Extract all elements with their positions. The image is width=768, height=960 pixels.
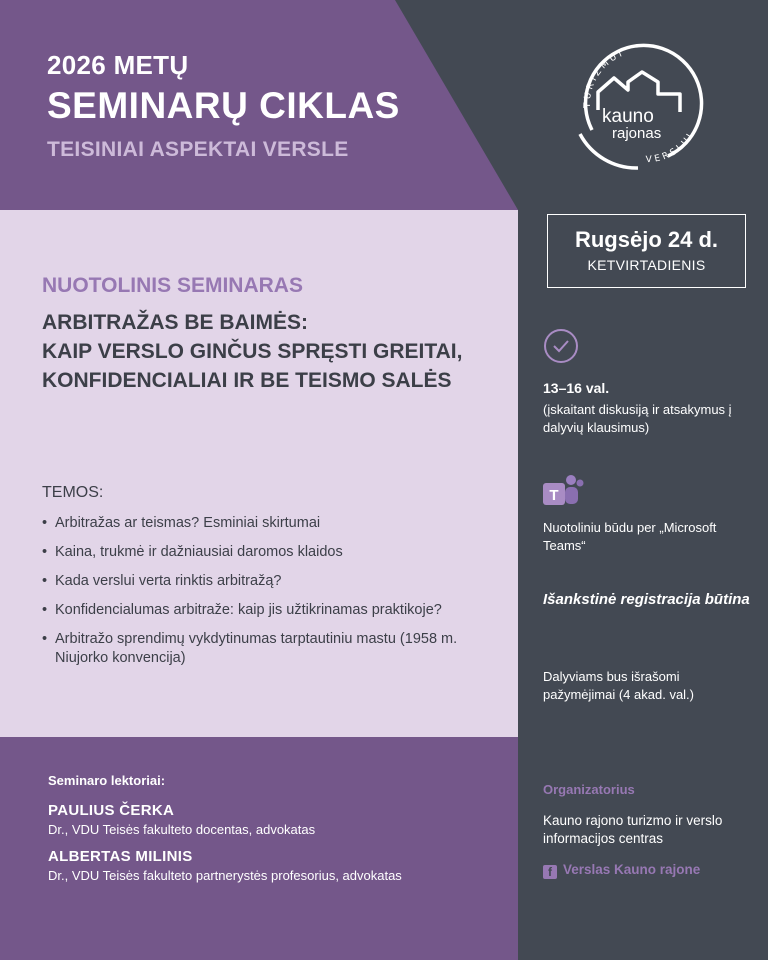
- lecturers-heading: Seminaro lektoriai:: [48, 773, 166, 788]
- header-year: 2026 METŲ: [47, 50, 189, 80]
- logo-bottom-text: VERSLUI: [645, 130, 697, 166]
- topics-heading: TEMOS:: [42, 484, 104, 501]
- header-subtitle: TEISINIAI ASPEKTAI VERSLE: [47, 138, 349, 161]
- event-date: Rugsėjo 24 d.: [574, 227, 719, 252]
- logo-word-kauno: kauno: [602, 106, 654, 127]
- seminar-title: [42, 308, 512, 395]
- kauno-rajonas-logo: [568, 30, 718, 180]
- logo-top-text: TURIZMUI: [582, 48, 627, 109]
- lecturer-role: Dr., VDU Teisės fakulteto partnerystės profesorius, advokatas: [48, 868, 402, 883]
- logo-word-rajonas: rajonas: [612, 125, 662, 142]
- lecturer-name: ALBERTAS MILINIS: [48, 848, 193, 865]
- topic-item: • Arbitražas ar teismas? Esminiai skirtumai: [42, 514, 512, 533]
- topic-item: • Arbitražo sprendimų vykdytinumas tarptautiniu mastu (1958 m. Niujorko konvencija): [42, 630, 482, 668]
- microsoft-teams-icon: [541, 474, 585, 508]
- registration-note: Išankstinė registracija būtina: [543, 591, 750, 608]
- date-box: [547, 214, 746, 288]
- event-platform: Nuotoliniu būdu per „Microsoft Teams“: [543, 520, 717, 553]
- event-time: 13–16 val.: [543, 380, 610, 396]
- facebook-icon: f: [543, 865, 557, 879]
- organizer-name: Kauno rajono turizmo ir verslo informacijos centras: [543, 813, 723, 846]
- lecturer-role: Dr., VDU Teisės fakulteto docentas, advokatas: [48, 822, 316, 837]
- lecturer-name: PAULIUS ČERKA: [48, 802, 175, 819]
- event-time-note: (įskaitant diskusiją ir atsakymus į dalyvių klausimus): [543, 402, 732, 435]
- event-weekday: KETVIRTADIENIS: [587, 257, 706, 273]
- seminar-kind: NUOTOLINIS SEMINARAS: [42, 274, 303, 297]
- seminar-title-line: KAIP VERSLO GINČUS SPRĘSTI GREITAI,: [42, 340, 463, 363]
- seminar-title-line: ARBITRAŽAS BE BAIMĖS:: [42, 311, 308, 334]
- organizer-heading: Organizatorius: [543, 782, 635, 797]
- header-title: SEMINARŲ CIKLAS: [47, 85, 400, 126]
- svg-text:T: T: [549, 487, 559, 504]
- seminar-title-line: KONFIDENCIALIAI IR BE TEISMO SALĖS: [42, 369, 452, 392]
- certificate-note: Dalyviams bus išrašomi pažymėjimai (4 akad. val.): [543, 669, 694, 702]
- topic-item: • Konfidencialumas arbitraže: kaip jis užtikrinamas praktikoje?: [42, 601, 512, 620]
- topic-item: • Kaina, trukmė ir dažniausiai daromos klaidos: [42, 543, 512, 562]
- facebook-link[interactable]: [543, 862, 700, 879]
- clock-icon: [543, 328, 579, 364]
- topic-item: • Kada verslui verta rinktis arbitražą?: [42, 572, 512, 591]
- facebook-label: Verslas Kauno rajone: [563, 862, 701, 877]
- topics-list: [42, 514, 512, 678]
